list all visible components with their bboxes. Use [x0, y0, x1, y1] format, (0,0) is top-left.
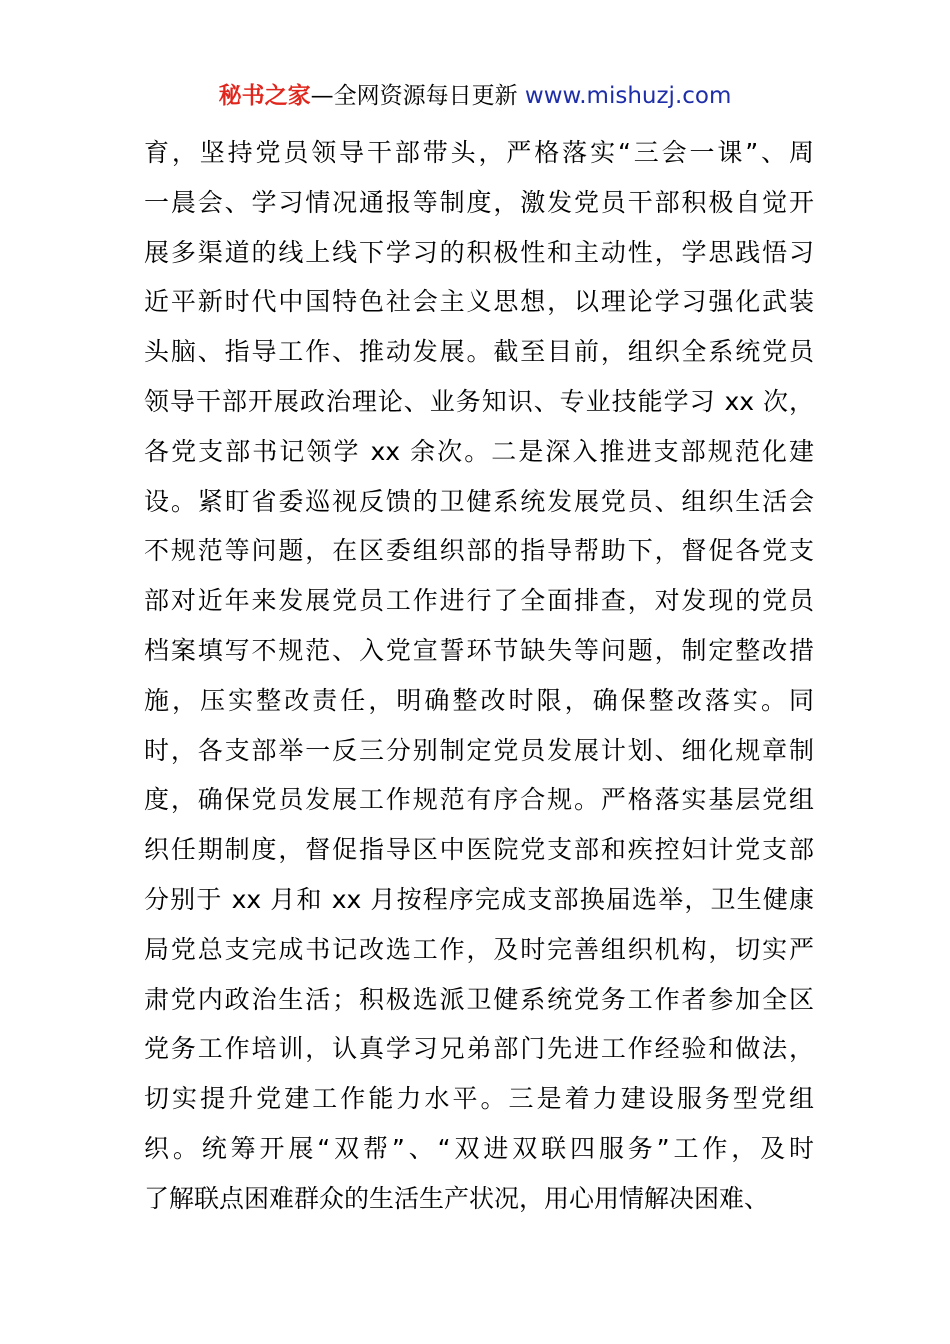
- text-line: 时，各支部举一反三分别制定党员发展计划、细化规章制: [144, 735, 814, 765]
- text-line: 部对近年来发展党员工作进行了全面排查，对发现的党员: [144, 586, 814, 616]
- text-line: 织。统筹开展“双帮”、“双进双联四服务”工作，及时: [144, 1133, 814, 1163]
- text-line: 切实提升党建工作能力水平。三是着力建设服务型党组: [144, 1084, 814, 1114]
- text-line: 肃党内政治生活；积极选派卫健系统党务工作者参加全区: [144, 984, 814, 1014]
- text-line: 了解联点困难群众的生活生产状况，用心用情解决困难、: [144, 1183, 770, 1213]
- text-line: 一晨会、学习情况通报等制度，激发党员干部积极自觉开: [144, 187, 814, 217]
- brand-name: 秘书之家: [218, 83, 311, 109]
- website-link[interactable]: www.mishuzj.com: [524, 83, 732, 109]
- text-line: 不规范等问题，在区委组织部的指导帮助下，督促各党支: [144, 536, 814, 566]
- text-line: 党务工作培训，认真学习兄弟部门先进工作经验和做法，: [144, 1034, 814, 1064]
- text-line: 头脑、指导工作、推动发展。截至目前，组织全系统党员: [144, 337, 814, 367]
- text-line: 各党支部书记领学 xx 余次。二是深入推进支部规范化建: [144, 436, 814, 466]
- page-header: [0, 78, 950, 114]
- text-line: 织任期制度，督促指导区中医院党支部和疾控妇计党支部: [144, 835, 814, 865]
- text-line: 分别于 xx 月和 xx 月按程序完成支部换届选举，卫生健康: [144, 884, 814, 914]
- text-line: 度，确保党员发展工作规范有序合规。严格落实基层党组: [144, 785, 814, 815]
- text-line: 档案填写不规范、入党宣誓环节缺失等问题，制定整改措: [144, 635, 814, 665]
- text-line: 近平新时代中国特色社会主义思想，以理论学习强化武装: [144, 287, 814, 317]
- text-line: 局党总支完成书记改选工作，及时完善组织机构，切实严: [144, 934, 814, 964]
- body-paragraph: [144, 128, 814, 1224]
- text-line: 领导干部开展政治理论、业务知识、专业技能学习 xx 次，: [144, 386, 814, 416]
- text-line: 展多渠道的线上线下学习的积极性和主动性，学思践悟习: [144, 237, 814, 267]
- text-line: 施，压实整改责任，明确整改时限，确保整改落实。同: [144, 685, 814, 715]
- header-tagline: —全网资源每日更新: [310, 83, 518, 109]
- text-line: 育，坚持党员领导干部带头，严格落实“三会一课”、周: [144, 138, 814, 167]
- text-line: 设。紧盯省委巡视反馈的卫健系统发展党员、组织生活会: [144, 486, 814, 516]
